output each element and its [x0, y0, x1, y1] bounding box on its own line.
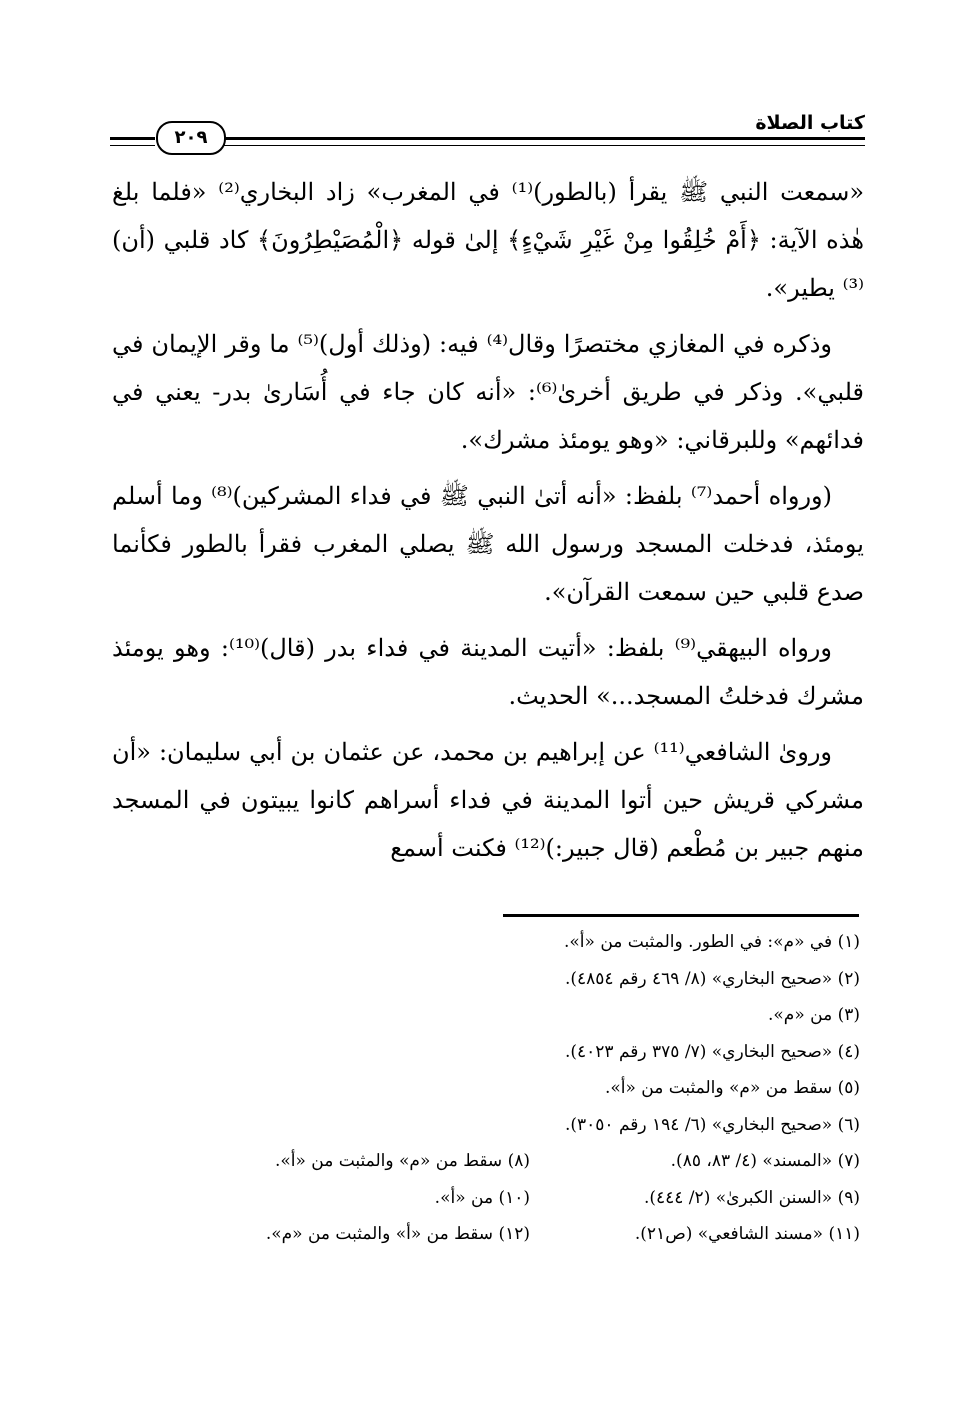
paragraph: «سمعت النبي ﷺ يقرأ (بالطور)⁽¹⁾ في المغرب» زاد البخاري⁽²⁾ «فلما بلغ هٰذه الآية: ﴿أَمْ خُلِقُوا مِنْ غَيْرِ شَيْءٍ﴾ إلىٰ قوله ﴿الْمُصَيْطِرُونَ﴾ كاد قلبي (أن)⁽³⁾ يطير». — [112, 178, 864, 302]
footnote: (٤) «صحيح البخاري» (٧/ ٣٧٥ رقم ٤٠٢٣). — [564, 1041, 860, 1062]
footnote: (١) في «م»: في الطور. والمثبت من «أ». — [564, 932, 860, 952]
footnote: (٥) سقط من «م» والمثبت من «أ». — [604, 1078, 860, 1098]
paragraph: (ورواه أحمد⁽⁷⁾ بلفظ: «أنه أتىٰ النبي ﷺ في فداء المشركين)⁽⁸⁾ وما أسلم يومئذ، فدخلت المسجد ورسول الله ﷺ يصلي المغرب فقرأ بالطور فكأنما صدع قلبي حين سمعت القرآن». — [112, 482, 864, 606]
footnote: (٨) سقط من «م» والمثبت من «أ». — [274, 1151, 530, 1171]
paragraph: وذكره في المغازي مختصرًا وقال⁽⁴⁾ فيه: (وذلك أول)⁽⁵⁾ ما وقر الإيمان في قلبي». وذكر في طريق أخرىٰ⁽⁶⁾: «أنه كان جاء في أُسَارىٰ بدر- يعني في فدائهم» وللبرقاني: «وهو يومئذ مشرك». — [112, 330, 864, 454]
page-header — [110, 104, 865, 154]
header-rule — [215, 137, 865, 140]
footnote: (١١) «مسند الشافعي» (ص٢١). — [634, 1224, 860, 1244]
footnote: (٣) من «م». — [768, 1005, 860, 1025]
footnote: (٢) «صحيح البخاري» (٨/ ٤٦٩ رقم ٤٨٥٤). — [564, 968, 860, 989]
footnote-separator — [503, 914, 859, 917]
footnotes — [112, 924, 860, 1253]
header-rule-left-thin — [110, 145, 155, 146]
paragraph: ورویٰ الشافعي⁽¹¹⁾ عن إبراهيم بن محمد، عن عثمان بن أبي سليمان: «أن مشركي قريش حين أتوا المدينة في فداء أسراهم كانوا يبيتون في المسجد منهم جبير بن مُطْعم (قال جبير:)⁽¹²⁾ فكنت أسمع — [112, 738, 864, 862]
footnote: (٦) «صحيح البخاري» (٦/ ١٩٤ رقم ٣٠٥٠). — [564, 1114, 860, 1135]
paragraph: ورواه البيهقي⁽⁹⁾ بلفظ: «أتيت المدينة في فداء بدر (قال)⁽¹⁰⁾: وهو يومئذ مشرك فدخلتُ المسجد...» الحديث. — [112, 634, 864, 710]
header-rule-left — [110, 137, 155, 140]
page-number: ٢٠٩ — [156, 121, 226, 155]
footnote: (١٠) من «أ». — [434, 1187, 530, 1208]
header-rule-thin — [215, 145, 865, 146]
main-text — [112, 168, 864, 880]
footnote: (٧) «المسند» (٤/ ٨٣، ٨٥). — [670, 1151, 860, 1171]
footnote: (٩) «السنن الكبرىٰ» (٢/ ٤٤٤). — [643, 1187, 860, 1208]
footnote: (١٢) سقط من «أ» والمثبت من «م». — [265, 1224, 530, 1244]
running-title: كتاب الصلاة — [755, 112, 865, 134]
